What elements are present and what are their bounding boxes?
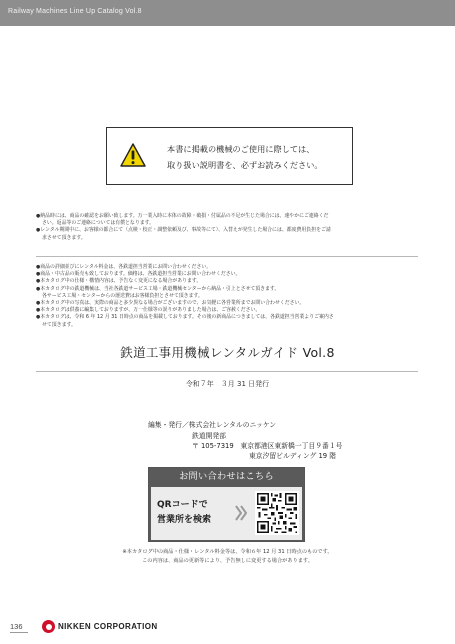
title-divider (36, 371, 418, 372)
delivery-notes (36, 213, 416, 242)
safety-warning-box (106, 127, 353, 185)
publisher-department: 鉄道開発部 (192, 432, 226, 440)
note-line: 求させて頂きます。 (42, 234, 86, 241)
catalog-title: 鉄道工事用機械レンタルガイド Vol.8 (120, 345, 335, 360)
catalog-series-title: Railway Machines Line Up Catalog Vol.8 (8, 8, 142, 15)
rental-notes (36, 264, 416, 329)
note-line: さい。返品等のご連絡については有償となります。 (42, 220, 154, 227)
note-line: せて頂きます。 (42, 321, 76, 328)
page-number: 136 (10, 622, 23, 631)
note-line: ●商品の詳細並びにレンタル料金は、各鉄道担当営業にお問い合わせください。 (36, 264, 212, 270)
note-line: ●納品時には、商品の確認をお願い致します。万一業入時に本体の故障・破損・付属品の不足が生じた場合には、速やかにご連絡くだ (36, 213, 329, 219)
publisher-building: 東京汐留ビルディング 19 階 (249, 452, 337, 460)
note-line: ●本カタログ中の仕様・構情内容は、予告なく変更になる場合があります。 (36, 278, 202, 285)
catalog-header-bar (0, 0, 455, 26)
qr-code-icon[interactable] (255, 491, 299, 535)
inquiry-body (151, 487, 302, 540)
warning-text-line-2: 取り扱い説明書を、必ずお読みください。 (167, 160, 323, 170)
qr-label-line-2: 営業所を検索 (157, 515, 212, 525)
note-line: ●本カタログは供養に編集しておりますが、万一仕様等の誤りがありました場合は、ご容赦ください。 (36, 307, 261, 314)
note-line: ●本カタログは、令和 6 年 12 月 31 日時点の商品を掲載しております。その後の新商品につきましては、各鉄道担当営業よりご案内さ (36, 314, 334, 321)
footnote-line-1: ※本カタログ中の商品・仕様・レンタル料金等は、令和６年 12 月 31 日時点のものです。 (122, 549, 333, 555)
warning-text-line-1: 本書に掲載の機械のご使用に際しては、 (167, 144, 315, 154)
qr-label-line-1: QRコードで (157, 500, 208, 510)
note-line: ●商品・中古品の販売も致しております。価格は、各鉄道担当営業にお問い合わせください。 (36, 271, 241, 278)
issue-date: 令和７年 ３月 31 日発行 (185, 380, 270, 388)
note-line: 各サービス工場・センターからの運送費はお客様負担とさせて頂きます。 (42, 292, 203, 299)
inquiry-header: お問い合わせはこちら (179, 471, 274, 482)
page-number-rule (10, 632, 28, 633)
note-line: ●レンタル期間中に、お客様の都合にて（点検・校正・調整依頼及び、事故等にて）、入替えが発生した場合には、都度費用負担をご請 (36, 227, 331, 234)
publisher-address: 〒 105-7319 東京都港区東新橋一丁目９番１号 (192, 442, 343, 450)
double-chevron-right-icon (235, 501, 247, 525)
warning-triangle-icon (120, 143, 146, 167)
publisher-label: 編集・発行／株式会社レンタルのニッケン (148, 421, 277, 429)
footnote-line-2: この内容は、商品の更新等により、予告無しに変更する場合があります。 (142, 558, 313, 564)
nikken-logo-icon (42, 620, 55, 633)
note-line: ●本カタログ中の鉄道機械は、当社各鉄道サービス工場・鉄道機械センターから納品・引上とさせて頂きます。 (36, 285, 280, 292)
section-divider (36, 256, 418, 257)
inquiry-box (148, 467, 305, 542)
note-line: ●本カタログ中の写真は、実際の商品と多少異なる場合がございますので、お気軽に各営業所までお問い合わせください。 (36, 300, 305, 307)
company-logo-text: NIKKEN CORPORATION (58, 622, 158, 631)
